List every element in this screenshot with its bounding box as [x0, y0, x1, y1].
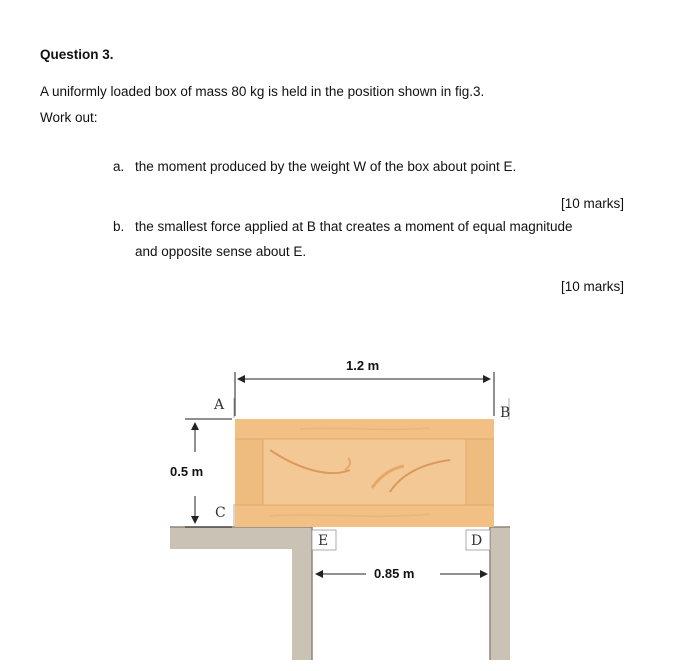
wooden-box [235, 419, 494, 527]
support-label: 0.85 m [374, 566, 415, 581]
width-dimension [235, 372, 494, 416]
part-a-marks: [10 marks] [560, 196, 624, 211]
part-a-marker: a. [113, 159, 125, 174]
part-b-marks: [10 marks] [560, 279, 624, 294]
point-d-label: D [471, 533, 483, 549]
question-title: Question 3. [40, 47, 114, 62]
part-b-text-line2: and opposite sense about E. [135, 244, 307, 259]
width-label: 1.2 m [346, 358, 380, 373]
question-intro: A uniformly loaded box of mass 80 kg is held in the position shown in fig.3. [40, 84, 485, 99]
point-e-label: E [318, 533, 329, 549]
point-c-label: C [215, 505, 226, 521]
part-a-text: the moment produced by the weight W of the box about point E. [135, 159, 517, 174]
point-b-label: B [500, 405, 511, 421]
support-wall [170, 527, 510, 660]
work-out-label: Work out: [40, 110, 98, 125]
height-label: 0.5 m [170, 464, 204, 479]
part-b-text-line1: the smallest force applied at B that creates a moment of equal magnitude [135, 219, 573, 234]
part-b-marker: b. [113, 219, 125, 234]
point-a-label: A [214, 397, 225, 413]
